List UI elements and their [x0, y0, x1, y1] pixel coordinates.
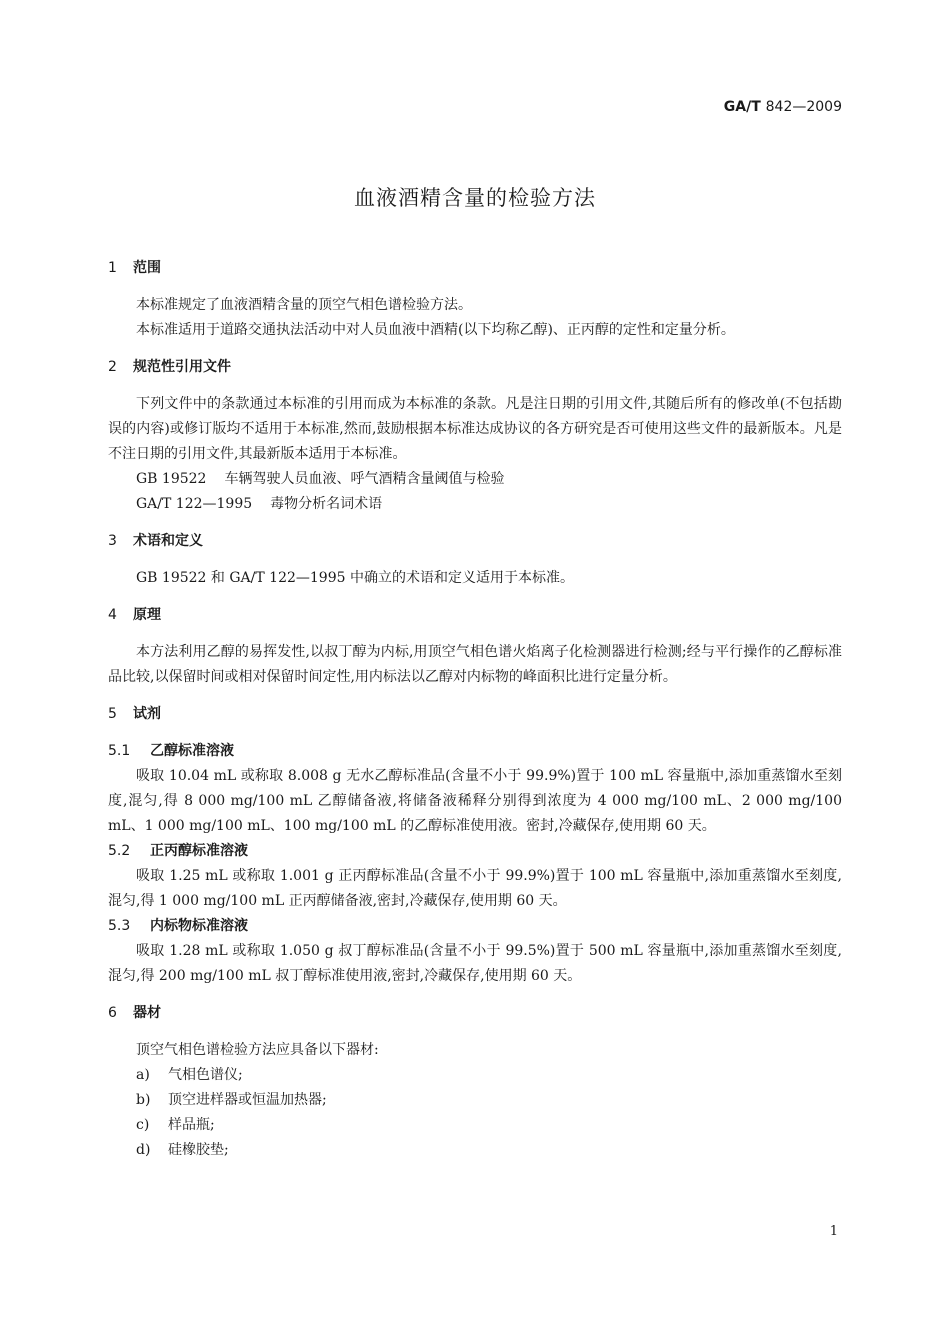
page-number: 1 — [829, 1224, 838, 1239]
subsection-5-2-heading: 5.2 正丙醇标准溶液 — [108, 843, 248, 859]
subsection-5-3-paragraph: 吸取 1.28 mL 或称取 1.050 g 叔丁醇标准品(含量不小于 99.5%)置于 500 mL 容量瓶中,添加重蒸馏水至刻度,混匀,得 200 mg/100 mL 叔丁醇标准使用液,密封,冷藏保存,使用期 60 天。 — [108, 943, 842, 984]
section-6-intro: 顶空气相色谱检验方法应具备以下器材: — [136, 1042, 379, 1058]
list-item: b) 顶空进样器或恒温加热器; — [136, 1092, 327, 1108]
section-1-paragraph-1: 本标准规定了血液酒精含量的顶空气相色谱检验方法。 — [136, 297, 472, 313]
reference-item: GB 19522 车辆驾驶人员血液、呼气酒精含量阈值与检验 — [136, 471, 505, 487]
section-1-paragraph-2: 本标准适用于道路交通执法活动中对人员血液中酒精(以下均称乙醇)、正丙醇的定性和定量分析。 — [136, 322, 735, 338]
section-3-paragraph: GB 19522 和 GA/T 122—1995 中确立的术语和定义适用于本标准。 — [136, 570, 574, 586]
subsection-5-1-paragraph: 吸取 10.04 mL 或称取 8.008 g 无水乙醇标准品(含量不小于 99.9%)置于 100 mL 容量瓶中,添加重蒸馏水至刻度,混匀,得 8 000 mg/100 mL 乙醇储备液,将储备液稀释分别得到浓度为 4 000 mg/100 mL、2 000 mg/100 mL、1 000 mg/100 mL、100 mg/100 mL 的乙醇标准使用液。密封,冷藏保存,使用期 60 天。 — [108, 768, 842, 834]
section-6-heading: 6 器材 — [108, 1005, 161, 1021]
reference-item: GA/T 122—1995 毒物分析名词术语 — [136, 496, 383, 512]
section-4-paragraph: 本方法利用乙醇的易挥发性,以叔丁醇为内标,用顶空气相色谱火焰离子化检测器进行检测;经与平行操作的乙醇标准品比较,以保留时间或相对保留时间定性,用内标法以乙醇对内标物的峰面积比进行定量分析。 — [108, 644, 842, 685]
subsection-5-2-paragraph: 吸取 1.25 mL 或称取 1.001 g 正丙醇标准品(含量不小于 99.9%)置于 100 mL 容量瓶中,添加重蒸馏水至刻度,混匀,得 1 000 mg/100 mL 正丙醇储备液,密封,冷藏保存,使用期 60 天。 — [108, 868, 842, 909]
section-3-heading: 3 术语和定义 — [108, 533, 203, 549]
standard-code — [724, 99, 842, 115]
subsection-5-1-heading: 5.1 乙醇标准溶液 — [108, 743, 234, 759]
document-body — [108, 256, 842, 1163]
section-2-paragraph: 下列文件中的条款通过本标准的引用而成为本标准的条款。凡是注日期的引用文件,其随后所有的修改单(不包括勘误的内容)或修订版均不适用于本标准,然而,鼓励根据本标准达成协议的各方研究是否可使用这些文件的最新版本。凡是不注日期的引用文件,其最新版本适用于本标准。 — [108, 396, 842, 462]
list-item: c) 样品瓶; — [136, 1117, 215, 1133]
list-item: d) 硅橡胶垫; — [136, 1142, 229, 1158]
subsection-5-3-heading: 5.3 内标物标准溶液 — [108, 918, 248, 934]
document-title: 血液酒精含量的检验方法 — [354, 186, 596, 210]
standard-code-number: 842—2009 — [765, 99, 842, 115]
section-2-heading: 2 规范性引用文件 — [108, 359, 231, 375]
section-1-heading: 1 范围 — [108, 260, 161, 276]
section-5-heading: 5 试剂 — [108, 706, 161, 722]
section-4-heading: 4 原理 — [108, 607, 161, 623]
list-item: a) 气相色谱仪; — [136, 1067, 243, 1083]
standard-code-prefix: GA/T — [723, 99, 761, 115]
